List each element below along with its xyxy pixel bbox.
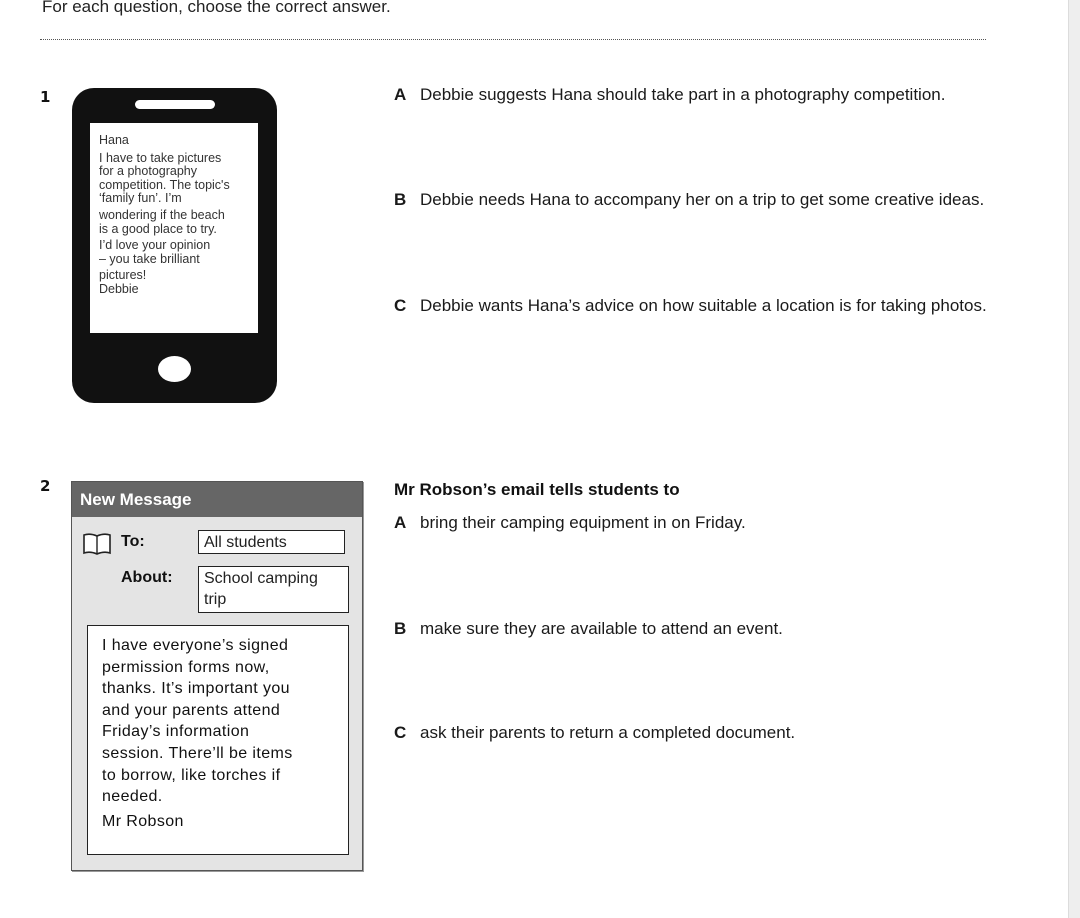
to-label: To: <box>121 533 145 550</box>
phone-speaker <box>135 100 215 109</box>
q1-option-a[interactable] <box>394 85 945 105</box>
option-text: Debbie needs Hana to accompany her on a trip to get some creative ideas. <box>420 190 985 209</box>
phone-home-button <box>158 356 191 382</box>
email-signature: Mr Robson <box>102 812 184 830</box>
option-letter: A <box>394 513 407 532</box>
q2-option-c[interactable] <box>394 723 795 743</box>
about-field <box>198 566 349 613</box>
option-text: ask their parents to return a completed document. <box>420 723 796 742</box>
message-line: I have to take pictures <box>99 150 222 165</box>
email-title: New Message <box>72 482 362 517</box>
q1-option-c[interactable] <box>394 296 987 316</box>
message-line: I’d love your opinion <box>99 238 211 253</box>
email-body-line: session. There’ll be items <box>102 744 293 762</box>
question-number-1: 1 <box>40 88 51 106</box>
message-line: is a good place to try. <box>99 221 217 236</box>
option-text: bring their camping equipment in on Friday. <box>420 513 746 532</box>
message-line: ‘family fun’. I’m <box>99 191 182 206</box>
option-letter: C <box>394 296 407 315</box>
option-text: Debbie suggests Hana should take part in a photography competition. <box>420 85 946 104</box>
email-body-line: Friday’s information <box>102 723 250 741</box>
email-illustration <box>71 481 363 871</box>
email-body-line: needed. <box>102 788 163 806</box>
question-number-2: 2 <box>40 477 51 495</box>
email-body-line: I have everyone’s signed <box>102 637 289 654</box>
q2-option-a[interactable] <box>394 513 746 533</box>
to-field: All students <box>198 530 345 554</box>
q1-option-b[interactable] <box>394 190 984 210</box>
message-line: – you take brilliant <box>99 251 200 266</box>
scrollbar[interactable] <box>1068 0 1080 918</box>
option-letter: C <box>394 723 407 742</box>
message-line: wondering if the beach <box>99 207 225 222</box>
email-body <box>87 625 349 855</box>
phone-illustration <box>72 88 277 403</box>
instructions: For each question, choose the correct answer. <box>42 0 391 16</box>
email-body-line: and your parents attend <box>102 701 281 719</box>
option-text: make sure they are available to attend an event. <box>420 619 783 638</box>
dotted-divider <box>40 39 986 40</box>
message-line: competition. The topic's <box>99 177 230 192</box>
message-line: for a photography <box>99 164 197 179</box>
email-body-line: permission forms now, <box>102 658 270 676</box>
message-line: pictures! <box>99 268 147 283</box>
address-book-icon <box>82 532 112 556</box>
message-line: Hana <box>99 133 129 147</box>
q2-option-b[interactable] <box>394 619 783 639</box>
about-label: About: <box>121 569 173 586</box>
message-signature: Debbie <box>99 281 139 296</box>
about-line: School camping <box>204 570 318 587</box>
q2-stem: Mr Robson’s email tells students to <box>394 480 680 499</box>
email-body-line: to borrow, like torches if <box>102 766 281 784</box>
email-body-line: thanks. It’s important you <box>102 680 290 698</box>
about-line: trip <box>204 591 227 608</box>
option-letter: A <box>394 85 407 104</box>
option-text: Debbie wants Hana’s advice on how suitable a location is for taking photos. <box>420 296 987 315</box>
option-letter: B <box>394 190 407 209</box>
phone-screen-message <box>90 123 258 333</box>
option-letter: B <box>394 619 407 638</box>
